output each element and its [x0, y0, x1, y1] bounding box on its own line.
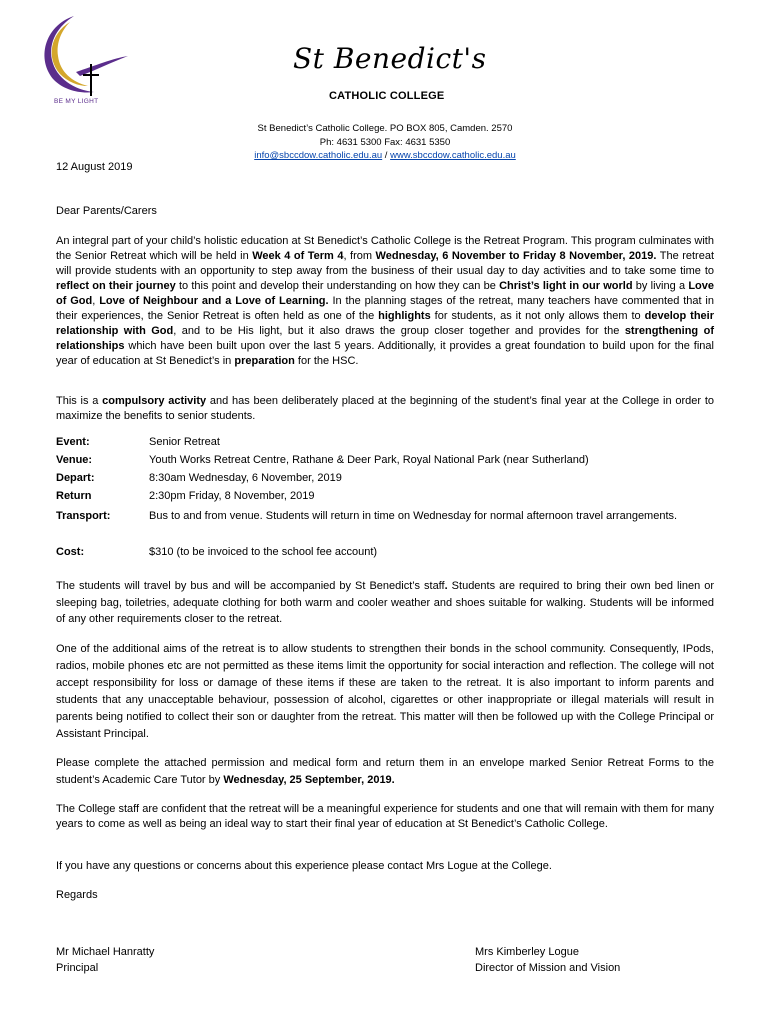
- detail-value: Senior Retreat: [149, 436, 220, 448]
- link-separator: /: [382, 150, 391, 161]
- letter-date: 12 August 2019: [56, 161, 133, 173]
- paragraph-aims: One of the additional aims of the retreat is to allow students to strengthen their bonds in the school community. Consequently, IPods, radios, mobile phones etc are not permitted as these items limit the opportunity for social interaction and reflection. The college will not accept responsibility for loss or damage of these items if these are taken to the retreat. It is also important to inform parents and students that any unacceptable behaviour, possession of alcohol, cigarettes or other inappropriate or illegal materials will result in parents being notified to collect their son or daughter from the retreat. This matter will then be followed up with the College Principal or Assistant Principal.: [56, 643, 714, 740]
- detail-label: Return: [56, 490, 92, 502]
- website-link[interactable]: www.sbccdow.catholic.edu.au: [390, 150, 516, 161]
- detail-value: Bus to and from venue. Students will return in time on Wednesday for normal afternoon travel arrangements.: [149, 510, 678, 522]
- paragraph-compulsory: This is a compulsory activity and has been deliberately placed at the beginning of the student’s final year at the College in order to maximize the benefits to senior students.: [56, 395, 714, 422]
- paragraph-questions: If you have any questions or concerns about this experience please contact Mrs Logue at the College.: [56, 860, 552, 872]
- logo-caption: BE MY LIGHT: [54, 98, 99, 105]
- paragraph-intro: An integral part of your child’s holistic education at St Benedict’s Catholic College is the Retreat Program. This program culminates with the Senior Retreat which will be held in Week 4 of Term 4, from Wednesday, 6 November to Friday 8 November, 2019. The retreat will provide students with an opportunity to step away from the business of their usual day to day activities and to take some time to reflect on their journey to this point and develop their understanding on how they can be Christ’s light in our world by living a Love of God, Love of Neighbour and a Love of Learning. In the planning stages of the retreat, many teachers have commented that in their experiences, the Senior Retreat is often held as one of the highlights for students, as it not only allows them to develop their relationship with God, and to be His light, but it also draws the group closer together and provides for the strengthening of relationships which have been built upon over the last 5 years. Additionally, it provides a great foundation to build upon for the final year of education at St Benedict’s in preparation for the HSC.: [56, 235, 715, 367]
- detail-label: Venue:: [56, 454, 93, 466]
- detail-label: Cost:: [56, 546, 85, 558]
- address-line: St Benedict’s Catholic College. PO BOX 805, Camden. 2570: [257, 123, 513, 134]
- signatory-title: Director of Mission and Vision: [475, 962, 621, 974]
- school-name: St Benedict's: [293, 42, 487, 75]
- detail-value: 8:30am Wednesday, 6 November, 2019: [149, 472, 342, 484]
- detail-label: Event:: [56, 436, 90, 448]
- signatory-name: Mrs Kimberley Logue: [475, 946, 579, 958]
- detail-value: $310 (to be invoiced to the school fee account): [149, 546, 378, 558]
- signatory-name: Mr Michael Hanratty: [56, 946, 155, 958]
- detail-label: Transport:: [56, 510, 111, 522]
- school-subtitle: CATHOLIC COLLEGE: [329, 90, 445, 102]
- email-link[interactable]: info@sbccdow.catholic.edu.au: [254, 150, 383, 161]
- retreat-details: [0, 436, 770, 566]
- paragraph-travel: The students will travel by bus and will be accompanied by St Benedict’s staff. Students are required to bring their own bed linen or sleeping bag, toiletries, adequate clothing for both warm and cooler weather and shoes suitable for walking. Students will be informed of any other requirements closer to the retreat.: [56, 580, 715, 625]
- signatory-title: Principal: [56, 962, 99, 974]
- detail-label: Depart:: [56, 472, 95, 484]
- college-crest-icon: [34, 12, 130, 110]
- paragraph-staff: The College staff are confident that the retreat will be a meaningful experience for students and one that will remain with them for many years to come as well as being an ideal way to start their final year of education at St Benedict’s Catholic College.: [56, 803, 714, 830]
- contact-links: [0, 150, 770, 161]
- detail-value: Youth Works Retreat Centre, Rathane & Deer Park, Royal National Park (near Sutherland): [149, 454, 589, 466]
- paragraph-forms: Please complete the attached permission and medical form and return them in an envelope marked Senior Retreat Forms to the student’s Academic Care Tutor by Wednesday, 25 September, 2019.: [56, 757, 714, 786]
- detail-value: 2:30pm Friday, 8 November, 2019: [149, 490, 315, 502]
- closing: Regards: [56, 889, 98, 901]
- salutation: Dear Parents/Carers: [56, 205, 157, 217]
- phone-line: Ph: 4631 5300 Fax: 4631 5350: [319, 137, 451, 148]
